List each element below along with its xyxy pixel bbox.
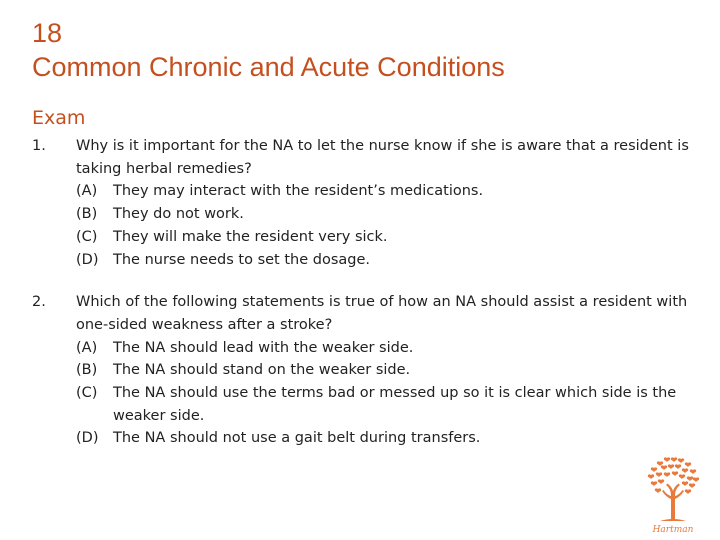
chapter-title: Common Chronic and Acute Conditions [32, 52, 505, 82]
answer-option-c [76, 226, 702, 249]
logo-wordmark: Hartman [652, 525, 694, 535]
heart-tree-logo-icon [640, 455, 706, 535]
option-letter: (C) [76, 228, 98, 245]
option-letter: (B) [76, 362, 98, 379]
option-letter: (C) [76, 385, 98, 402]
chapter-number: 18 [32, 18, 63, 48]
question-body [76, 291, 702, 450]
option-text: They will make the resident very sick. [113, 228, 388, 245]
question-text: Which of the following statements is true of how an NA should assist a resident with one-sided weakness after a stroke? [76, 294, 688, 333]
question-list [32, 135, 702, 470]
question-1 [32, 135, 702, 271]
option-letter: (B) [76, 206, 98, 223]
option-letter: (A) [76, 183, 98, 200]
option-text: The nurse needs to set the dosage. [113, 251, 370, 268]
section-title: Exam [32, 107, 86, 129]
question-number: 2. [32, 294, 46, 311]
answer-option-b [76, 203, 702, 226]
question-text: Why is it important for the NA to let the nurse know if she is aware that a resident is taking herbal remedies? [76, 138, 689, 177]
question-body [76, 135, 702, 271]
option-letter: (A) [76, 339, 98, 356]
option-text: The NA should not use a gait belt during transfers. [113, 430, 481, 447]
answer-option-a [76, 337, 702, 360]
slide-header [32, 16, 505, 84]
option-letter: (D) [76, 430, 99, 447]
answer-option-d [76, 249, 702, 272]
answer-option-a [76, 180, 702, 203]
option-text: The NA should lead with the weaker side. [113, 339, 414, 356]
answer-option-b [76, 359, 702, 382]
option-text: The NA should use the terms bad or messed up so it is clear which side is the weaker side. [113, 385, 677, 424]
answer-option-d [76, 427, 702, 450]
option-text: They may interact with the resident’s medications. [113, 183, 484, 200]
question-number: 1. [32, 138, 46, 154]
answer-option-c [76, 382, 702, 427]
option-text: They do not work. [113, 206, 244, 223]
question-2 [32, 291, 702, 450]
option-letter: (D) [76, 251, 99, 268]
option-text: The NA should stand on the weaker side. [113, 362, 411, 379]
